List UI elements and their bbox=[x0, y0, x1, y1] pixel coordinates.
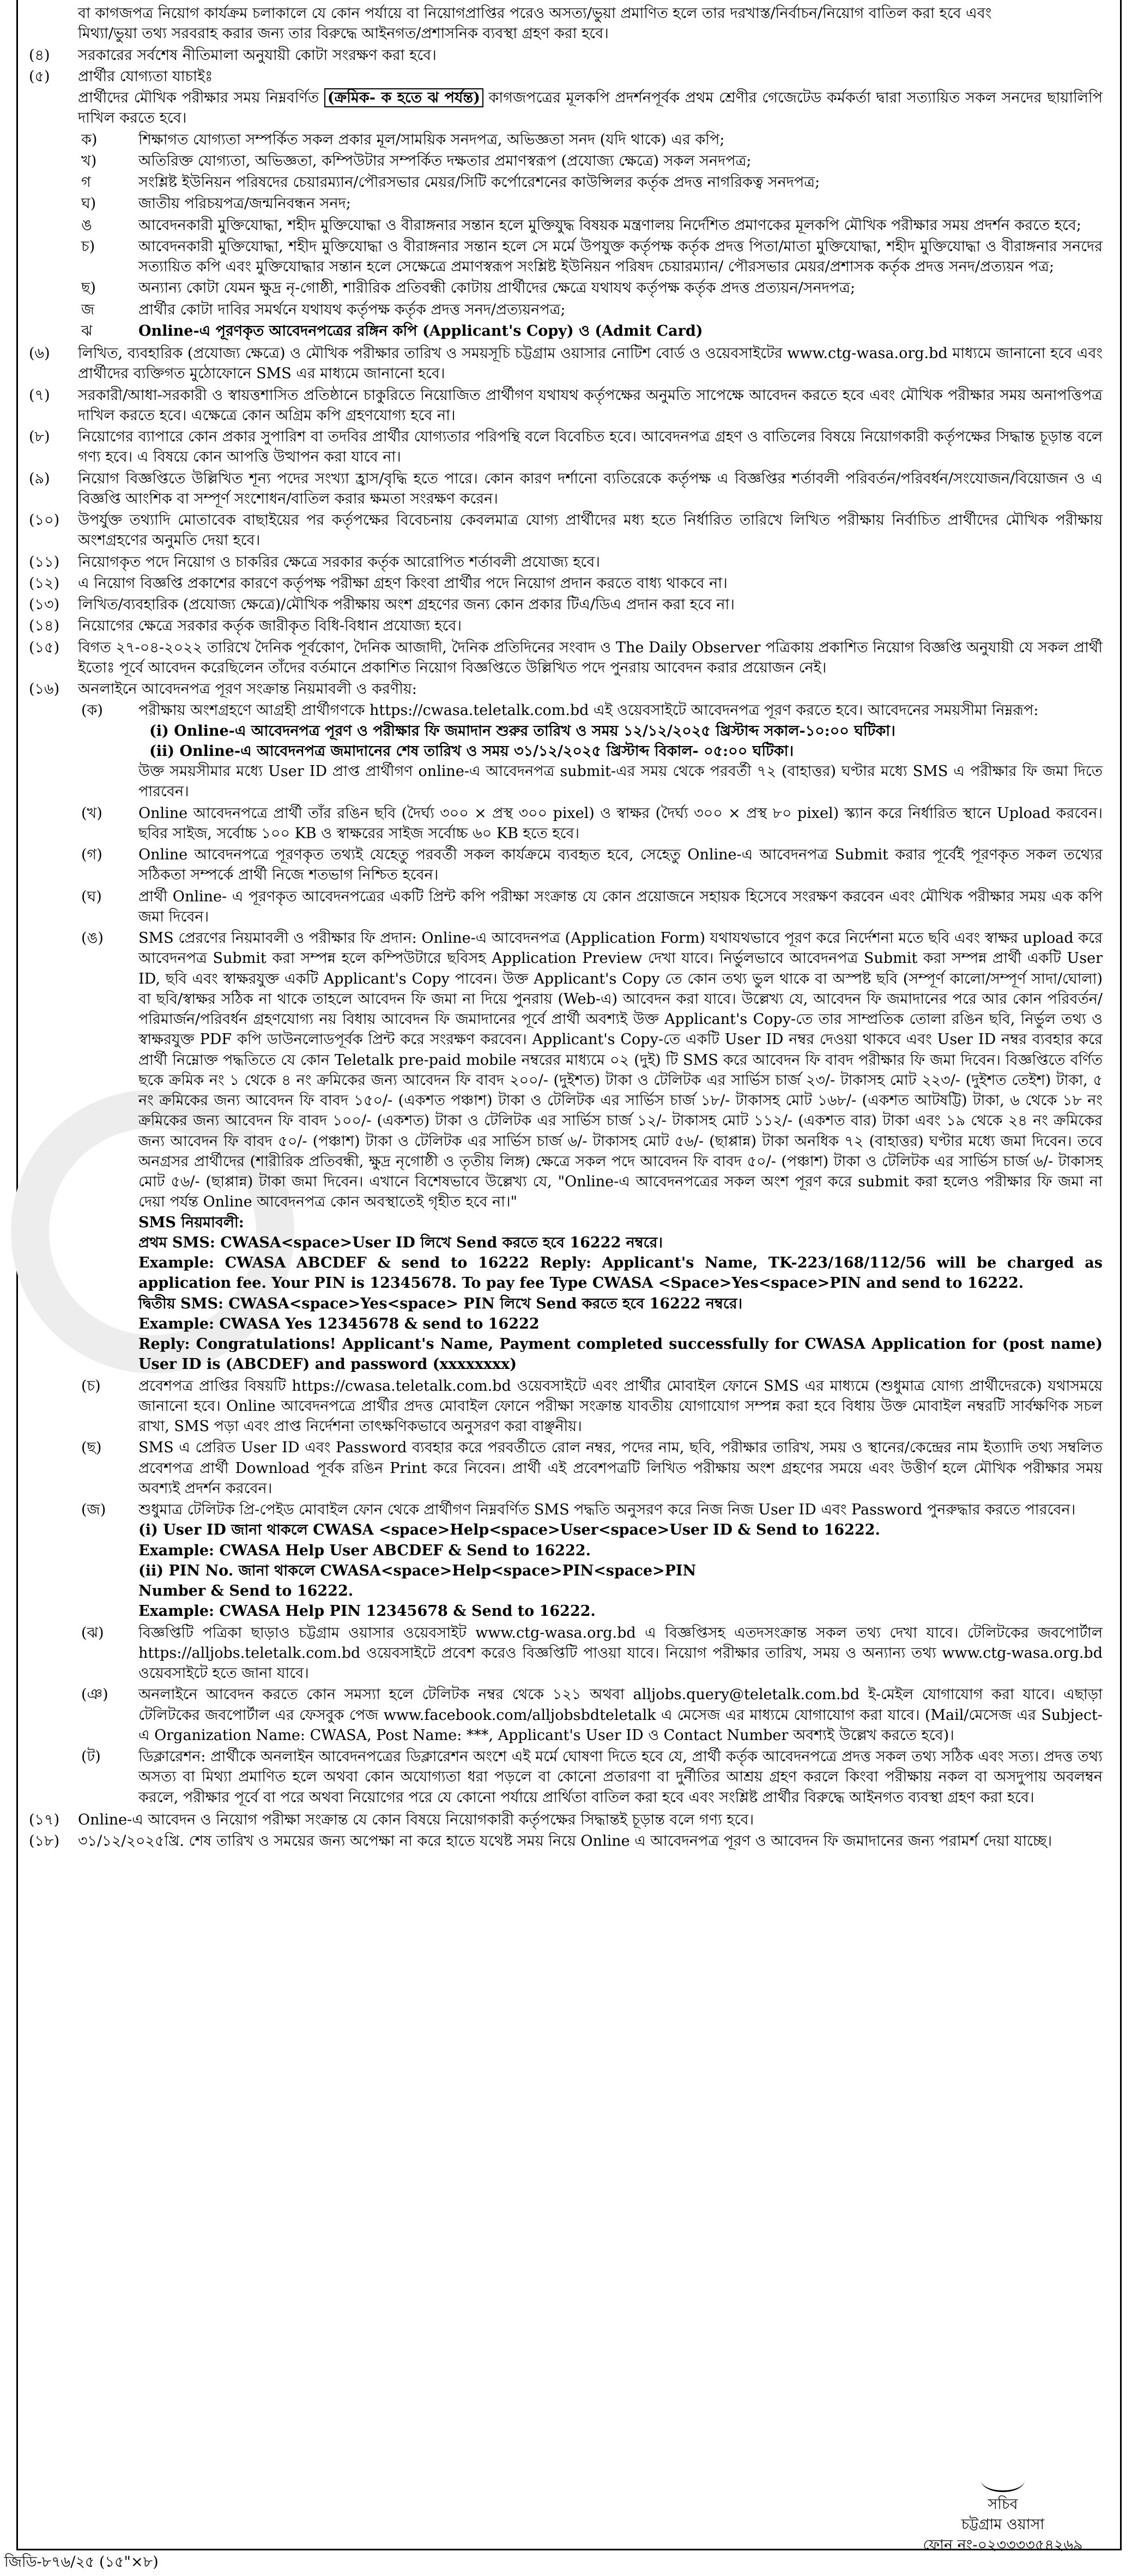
item5-intro-a: প্রার্থীদের মৌখিক পরীক্ষার সময় নিম্নবর্ণিত bbox=[78, 89, 319, 106]
item-number: (১৪) bbox=[29, 617, 60, 635]
item-text: বিগত ২৭-০৪-২০২২ তারিখে দৈনিক পূর্বকোণ, দৈনিক আজাদী, দৈনিক প্রতিদিনের সংবাদ ও The Daily Observer পত্রিকায় প্রকাশিত নিয়োগ বিজ্ঞপ্তি অনুযায়ী যে সকল প্রার্থী ইতোঃ পূর্বে আবেদন করেছিলেন তাঁদের বর্তমানে প্রকাশিত নিয়োগ বিজ্ঞপ্তিতে উল্লিখিত পদে পুনরায় আবেদন করার প্রয়োজন নেই। bbox=[78, 639, 1103, 676]
sub-label: (ক) bbox=[81, 702, 103, 719]
sub-item-ca bbox=[78, 1376, 1103, 1437]
sub-label: (ট) bbox=[81, 1748, 101, 1765]
sub-label: জ bbox=[81, 301, 95, 318]
sub-item-cha bbox=[78, 1438, 1103, 1499]
list-item bbox=[25, 385, 1109, 426]
continuation-line-1: বা কাগজপত্র নিয়োগ কার্যক্রম চলাকালে যে কোন পর্যায়ে বা নিয়োগপ্রাপ্তির পরেও অসত্য/ভুয়া প্রমাণিত হলে তার দরখাস্ত/নির্বাচন/নিয়োগ বাতিল করা হবে এবং bbox=[78, 5, 992, 22]
item-text: নিয়োগ বিজ্ঞপ্তিতে উল্লিখিত শূন্য পদের সংখ্যা হ্রাস/বৃদ্ধি হতে পারে। কোন কারণ দর্শানো ব্যতিরেকে কর্তৃপক্ষ এ বিজ্ঞপ্তির শর্তাবলী পরিবর্তন/পরিবর্ধন/সংযোজন/বিয়োজন ও এ বিজ্ঞপ্তি আংশিক বা সম্পূর্ণ সংশোধন/বাতিল করার ক্ষমতা সংরক্ষণ করেন। bbox=[78, 470, 1103, 507]
signature-icon bbox=[981, 2469, 1025, 2492]
notice-content bbox=[25, 3, 1109, 1852]
list-item bbox=[25, 616, 1109, 636]
recover-userid: (i) User ID জানা থাকলে CWASA <space>Help<space>User<space>User ID & Send to 16222. bbox=[138, 1522, 880, 1539]
item-text: সরকারের সর্বশেষ নীতিমালা অনুযায়ী কোটা সংরক্ষণ করা হবে। bbox=[78, 46, 437, 64]
sub-item bbox=[78, 130, 1103, 150]
sub-label: ছ) bbox=[81, 280, 96, 297]
sub-item-kha bbox=[78, 803, 1103, 844]
sub-text: SMS এ প্রেরিত User ID এবং Password ব্যবহার করে পরবর্তীতে রোল নম্বর, পদের নাম, ছবি, পরীক্ষার তারিখ, সময় ও স্থানের/কেন্দ্রের নাম ইত্যাদি তথ্য সম্বলিত প্রবেশপত্র প্রার্থী Download পূর্বক রঙিন Print করে নিবেন। প্রার্থী এই প্রবেশপত্রটি লিখিত পরীক্ষায় অংশ গ্রহণের সময়ে এবং উত্তীর্ণ হলে মৌখিক পরীক্ষার সময় অবশ্যই প্রদর্শন করবেন। bbox=[138, 1439, 1103, 1497]
sub-item bbox=[78, 151, 1103, 171]
item-number: (১২) bbox=[29, 574, 60, 592]
sub-text: শিক্ষাগত যোগ্যতা সম্পর্কিত সকল প্রকার মূল/সাময়িক সনদপত্র, অভিজ্ঞতা সনদ (যদি থাকে) এর কপি; bbox=[138, 131, 725, 148]
sub-label: ঘ) bbox=[81, 195, 96, 213]
sub-item bbox=[78, 215, 1103, 235]
sub-item-gha bbox=[78, 887, 1103, 928]
item-number: (৮) bbox=[29, 428, 50, 445]
list-item bbox=[25, 1831, 1109, 1851]
sub-item bbox=[78, 300, 1103, 320]
item5-intro-boxed: (ক্রমিক- ক হতে ঝ পর্যন্ত) bbox=[324, 88, 483, 107]
sub-text: ডিক্লারেশন: প্রার্থীকে অনলাইন আবেদনপত্রের ডিক্লারেশন অংশে এই মর্মে ঘোষণা দিতে হবে যে, প্রার্থী কর্তৃক আবেদনপত্রে প্রদত্ত সকল তথ্য সঠিক এবং সত্য। প্রদত্ত তথ্য অসত্য বা মিথ্যা প্রমাণিত হলে অথবা কোন অযোগ্যতা ধরা পড়লে বা কোনো প্রতারণা বা দুর্নীতির আশ্রয় গ্রহণ করলে কিংবা পরীক্ষায় নকল বা অসদুপায় অবলম্বন করলে, পরীক্ষার পূর্বে বা পরে অথবা নিয়োগের পরে যে কোনো পর্যায়ে প্রার্থিতা বাতিল করা হবে এবং সংশ্লিষ্ট প্রার্থীর বিরুদ্ধে আইনগত ব্যবস্থা গ্রহণ করা হবে। bbox=[138, 1748, 1103, 1806]
item5-intro-b: কাগজপত্রের মূলকপি প্রদর্শনপূর্বক প্রথম শ্রেণীর গেজেটেড কর্মকর্তা দ্বারা সত্যায়িত সকল সনদের ছায়ালিপি দাখিল করতে হবে। bbox=[78, 89, 1103, 127]
item-text: Online-এ আবেদন ও নিয়োগ পরীক্ষা সংক্রান্ত যে কোন বিষয়ে নিয়োগকারী কর্তৃপক্ষের সিদ্ধান্তই চূড়ান্ত বলে গণ্য হবে। bbox=[78, 1811, 754, 1828]
sms-second: দ্বিতীয় SMS: CWASA<space>Yes<space> PIN লিখে Send করতে হবে 16222 নম্বরে। bbox=[138, 1295, 743, 1312]
item-text: নিয়োগকৃত পদে নিয়োগ ও চাকরির ক্ষেত্রে সরকার কর্তৃক আরোপিত শর্তাবলী প্রযোজ্য হবে। bbox=[78, 553, 600, 571]
sms-title: SMS নিয়মাবলী: bbox=[138, 1214, 244, 1231]
list-item bbox=[25, 510, 1109, 551]
signatory-title: সচিব bbox=[988, 2496, 1018, 2513]
sub-text-tail: উক্ত সময়সীমার মধ্যে User ID প্রাপ্ত প্রার্থীগণ online-এ আবেদনপত্র submit-এর সময় থেকে পরবর্তী ৭২ (বাহাত্তর) ঘণ্টার মধ্যে SMS এ পরীক্ষার ফি জমা দিতে পারবেন। bbox=[138, 763, 1103, 801]
item-text: নিয়োগের ক্ষেত্রে সরকার কর্তৃক জারীকৃত বিধি-বিধান প্রযোজ্য হবে। bbox=[78, 617, 462, 635]
sub-item-ka bbox=[78, 700, 1103, 802]
sub-text: পরীক্ষায় অংশগ্রহণে আগ্রহী প্রার্থীগণকে https://cwasa.teletalk.com.bd এই ওয়েবসাইটে আবেদনপত্র পূরণ করতে হবে। আবেদনের সময়সীমা নিম্নরূপ: bbox=[138, 702, 1039, 719]
sub-label: (গ) bbox=[81, 846, 102, 863]
item5-sublist bbox=[25, 130, 1109, 343]
list-item bbox=[25, 552, 1109, 572]
recover-pin-example: Example: CWASA Help PIN 12345678 & Send to 16222. bbox=[138, 1603, 596, 1620]
sub-item-ja bbox=[78, 1500, 1103, 1622]
sub-item bbox=[78, 321, 1103, 341]
sub-item-ta bbox=[78, 1747, 1103, 1808]
recover-userid-example: Example: CWASA Help User ABCDEF & Send to 16222. bbox=[138, 1542, 591, 1559]
sms-instructions bbox=[138, 1213, 1103, 1375]
sub-label: ঙ bbox=[81, 216, 92, 234]
list-item bbox=[25, 45, 1109, 65]
item-number: (৬) bbox=[29, 345, 50, 362]
list-item bbox=[25, 66, 1109, 87]
sub-text: প্রার্থীর কোটা দাবির সমর্থনে যথাযথ কর্তৃপক্ষ কর্তৃক প্রদত্ত সনদ/প্রত্যয়নপত্র; bbox=[138, 301, 566, 318]
item-text: অনলাইনে আবেদনপত্র পূরণ সংক্রান্ত নিয়মাবলী ও করণীয়: bbox=[78, 681, 417, 698]
continuation-paragraph bbox=[25, 3, 1109, 44]
item-text: নিয়োগের ব্যাপারে কোন প্রকার সুপারিশ বা তদবির প্রার্থীর যোগ্যতার পরিপন্থি বলে বিবেচিত হবে। আবেদনপত্র গ্রহণ ও বাতিলের বিষয়ে নিয়োগকারী কর্তৃপক্ষের সিদ্ধান্ত চূড়ান্ত বলে গণ্য হবে। এ বিষয়ে কোন আপত্তি উত্থাপন করা যাবে না। bbox=[78, 428, 1103, 466]
item-text: এ নিয়োগ বিজ্ঞপ্তি প্রকাশের কারণে কর্তৃপক্ষ পরীক্ষা গ্রহণ কিংবা প্রার্থীর পদে নিয়োগ প্রদান করতে বাধ্য থাকবে না। bbox=[78, 574, 728, 592]
sub-item-ga bbox=[78, 845, 1103, 886]
list-item bbox=[25, 427, 1109, 468]
item5-intro bbox=[25, 88, 1109, 129]
list-item bbox=[25, 469, 1109, 510]
sub-text: আবেদনকারী মুক্তিযোদ্ধা, শহীদ মুক্তিযোদ্ধা ও বীরাঙ্গনার সন্তান হলে মুক্তিযুদ্ধ বিষয়ক মন্ত্রণালয় নির্দেশিত প্রমাণকের মূলকপি মৌখিক পরীক্ষার সময় প্রদর্শন করতে হবে; bbox=[138, 216, 1081, 234]
list-item bbox=[25, 573, 1109, 593]
sub-item bbox=[78, 172, 1103, 192]
sms-example-1: Example: CWASA ABCDEF & send to 16222 Reply: Applicant's Name, TK-223/168/112/56 will be charged as application fee. Your PIN is 12345678. To pay fee Type CWASA <Space>Yes<space>PIN and send to 16222. bbox=[138, 1254, 1103, 1292]
sub-text: জাতীয় পরিচয়পত্র/জন্মনিবন্ধন সনদ; bbox=[138, 195, 351, 213]
item-text: ৩১/১২/২০২৫খ্রি. শেষ তারিখ ও সময়ের জন্য অপেক্ষা না করে হাতে যথেষ্ট সময় নিয়ে Online এ আবেদনপত্র পূরণ ও আবেদন ফি জমাদানের জন্য পরামর্শ দেয়া যাচ্ছে। bbox=[78, 1833, 1052, 1850]
sub-text: SMS প্রেরণের নিয়মাবলী ও পরীক্ষার ফি প্রদান: Online-এ আবেদনপত্র (Application Form) যথাযথভাবে পূরণ করে নির্দেশনা মতে ছবি এবং স্বাক্ষর upload করে আবেদনপত্র Submit করা সম্পন্ন হলে কম্পিউটারে ছবিসহ Application Preview দেখা যাবে। নির্ভুলভাবে আবেদনপত্র Submit করা সম্পন্ন প্রার্থী একটি User ID, ছবি এবং স্বাক্ষরযুক্ত একটি Applicant's Copy পাবেন। উক্ত Applicant's Copy তে কোন তথ্য ভুল থাকে বা অস্পষ্ট ছবি (সম্পূর্ণ কালো/সম্পূর্ণ সাদা/ঘোলা) বা ছবি/স্বাক্ষর সঠিক না থাকে তাহলে আবেদন ফি জমা না দিয়ে পুনরায় (Web-এ) আবেদন করা যাবে। উল্লেখ্য যে, আবেদন ফি জমাদানের পরে আর কোন পরিবর্তন/পরিমার্জন/পরিবর্ধন গ্রহণযোগ্য নয় বিধায় আবেদন ফি জমাদানের পূর্বে প্রার্থী অবশ্যই উক্ত Applicant's Copy-তে তার সাম্প্রতিক তোলা রঙিন ছবি, নির্ভুল তথ্য ও স্বাক্ষরযুক্ত PDF কপি ডাউনলোডপূর্বক প্রিন্ট করে সংরক্ষণ করবেন। Applicant's Copy-তে একটি User ID নম্বর দেওয়া থাকবে এবং User ID নম্বর ব্যবহার করে প্রার্থী নিম্নোক্ত পদ্ধতিতে যে কোন Teletalk pre-paid mobile নম্বরের মাধ্যমে ০২ (দুই) টি SMS করে আবেদন ফি বাবদ পরীক্ষার ফি জমা দিবেন। বিজ্ঞপ্তিতে বর্ণিত ছকে ক্রমিক নং ১ থেকে ৪ নং ক্রমিকের জন্য আবেদন ফি বাবদ ২০০/- (দুইশত) টাকা ও টেলিটক এর সার্ভিস চার্জ ২৩/- টাকাসহ মোট ২২৩/- (দুইশত তেইশ) টাকা, ৫ নং ক্রমিকের জন্য আবেদন ফি বাবদ ১৫০/- (একশত পঞ্চাশ) টাকা ও টেলিটক এর সার্ভিস চার্জ ১৮/- টাকাসহ মোট ১৬৮/- (একশত আটষট্টি) টাকা, ৬ থেকে ১৮ নং ক্রমিকের জন্য আবেদন ফি বাবদ ১০০/- (একশত) টাকা ও টেলিটক এর সার্ভিস চার্জ ১২/- টাকাসহ মোট ১১২/- (একশত বার) টাকা এবং ১৯ থেকে ২৪ নং ক্রমিকের জন্য আবেদন ফি বাবদ ৫০/- (পঞ্চাশ) টাকা ও টেলিটক এর সার্ভিস চার্জ ৬/- টাকাসহ মোট ৫৬/- (ছাপ্পান্ন) টাকা অনধিক ৭২ (বাহাত্তর) ঘণ্টার মধ্যে জমা দিবেন। তবে অনগ্রসর প্রার্থীদের (শারীরিক প্রতিবন্ধী, ক্ষুদ্র নৃগোষ্ঠী ও তৃতীয় লিঙ্গ) ক্ষেত্রে সকল পদে আবেদন ফি বাবদ ৫০/- (পঞ্চাশ) টাকা ও টেলিটক এর সার্ভিস চার্জ ৬/- টাকাসহ মোট ৫৬/- (ছাপ্পান্ন) টাকা জমা দিবেন। এখানে বিশেষভাবে উল্লেখ্য যে, "Online-এ আবেদনপত্রের সকল অংশ পূরণ করে submit করা হলেও পরীক্ষার ফি জমা না দেয়া পর্যন্ত Online আবেদনপত্র কোন অবস্থাতেই গৃহীত হবে না।" bbox=[138, 930, 1103, 1211]
sub-label: (ঝ) bbox=[81, 1624, 104, 1641]
sub-label: (ঘ) bbox=[81, 888, 102, 905]
sub-item bbox=[78, 193, 1103, 214]
list-item bbox=[25, 679, 1109, 699]
item-number: (১৬) bbox=[29, 681, 60, 698]
sub-label: (খ) bbox=[81, 804, 102, 822]
sub-text: অতিরিক্ত যোগ্যতা, অভিজ্ঞতা, কম্পিউটার সম্পর্কিত দক্ষতার প্রমাণস্বরূপ (প্রযোজ্য ক্ষেত্রে) সকল সনদপত্র; bbox=[138, 152, 752, 169]
sub-label: খ) bbox=[81, 152, 97, 169]
application-end-time: (ii) Online-এ আবেদনপত্র জমাদানের শেষ তারিখ ও সময় ৩১/১২/২০২৫ খ্রিস্টাব্দ বিকাল- ০৫:০০ ঘটিকা। bbox=[149, 742, 794, 760]
recover-pin-cont: Number & Send to 16222. bbox=[138, 1583, 354, 1599]
item-number: (৪) bbox=[29, 46, 50, 64]
sub-text: অন্যান্য কোটা যেমন ক্ষুদ্র নৃ-গোষ্ঠী, শারীরিক প্রতিবন্ধী কোটায় প্রার্থীদের ক্ষেত্রে যথাযথ কর্তৃপক্ষ কর্তৃক প্রদত্ত প্রত্যয়ন/সনদপত্র; bbox=[138, 280, 856, 297]
signatory-phone: ফোন নং-০২৩৩৩৩৫৪২৬৯ bbox=[923, 2536, 1083, 2554]
sub-label: গ bbox=[81, 174, 91, 191]
item-number: (১৭) bbox=[29, 1811, 60, 1828]
item-text: উপর্যুক্ত তথ্যাদি মোতাবেক বাছাইয়ের পর কর্তৃপক্ষের বিবেচনায় কেবলমাত্র যোগ্য প্রার্থীদের মধ্য হতে নির্ধারিত তারিখে লিখিত পরীক্ষায় নির্বাচিত প্রার্থীদের মৌখিক পরীক্ষায় অংশগ্রহণের অনুমতি দেয়া হবে। bbox=[78, 512, 1103, 549]
sub-item-uo bbox=[78, 928, 1103, 1375]
sub-label: (চ) bbox=[81, 1377, 101, 1395]
signatory-org: চট্টগ্রাম ওয়াসা bbox=[961, 2516, 1045, 2533]
item-text: প্রার্থীর যোগ্যতা যাচাইঃ bbox=[78, 68, 213, 85]
sms-first: প্রথম SMS: CWASA<space>User ID লিখে Send করতে হবে 16222 নম্বরে। bbox=[138, 1234, 663, 1251]
sub-label: (ঞ) bbox=[81, 1686, 108, 1704]
sub-item bbox=[78, 237, 1103, 277]
sub-text: Online-এ পূরণকৃত আবেদনপত্রের রঙ্গিন কপি (Applicant's Copy) ও (Admit Card) bbox=[138, 322, 703, 340]
list-item bbox=[25, 595, 1109, 615]
item-text: লিখিত/ব্যবহারিক (প্রযোজ্য ক্ষেত্রে)/মৌখিক পরীক্ষায় অংশ গ্রহণের জন্য কোন প্রকার টিএ/ডিএ প্রদান করা হবে না। bbox=[78, 596, 735, 613]
item-number: (১৩) bbox=[29, 596, 60, 613]
sub-label: চ) bbox=[81, 238, 95, 255]
sub-item-nya bbox=[78, 1684, 1103, 1745]
signature-block bbox=[899, 2469, 1106, 2555]
sub-label: (ছ) bbox=[81, 1439, 102, 1457]
item-number: (১১) bbox=[29, 553, 60, 571]
sub-text: আবেদনকারী মুক্তিযোদ্ধা, শহীদ মুক্তিযোদ্ধা ও বীরাঙ্গনার সন্তান হলে সে মর্মে উপযুক্ত কর্তৃপক্ষ কর্তৃক প্রদত্ত পিতা/মাতা মুক্তিযোদ্ধা, শহীদ মুক্তিযোদ্ধা ও বীরাঙ্গনার সনদের সত্যায়িত কপি এবং মুক্তিযোদ্ধার সন্তান হলে সেক্ষেত্রে প্রমাণস্বরূপ সংশ্লিষ্ট ইউনিয়ন পরিষদ চেয়ারম্যান/ পৌরসভার মেয়র/প্রশাসক কর্তৃক প্রদত্ত সনদ/প্রত্যয়ন পত্র; bbox=[138, 238, 1103, 275]
sub-item bbox=[78, 278, 1103, 298]
sub-text: বিজ্ঞপ্তিটি পত্রিকা ছাড়াও চট্টগ্রাম ওয়াসার ওয়েবসাইট www.ctg-wasa.org.bd এ বিজ্ঞপ্তিসহ এতদসংক্রান্ত সকল তথ্য দেখা যাবে। টেলিটকের জবপোর্টাল https://alljobs.teletalk.com.bd ওয়েবসাইটে প্রবেশ করেও বিজ্ঞপ্তিটি পাওয়া যাবে। নিয়োগ পরীক্ষার তারিখ, সময় ও অন্যান্য তথ্য www.ctg-wasa.org.bd ওয়েবসাইটে হতে জানা যাবে। bbox=[138, 1624, 1103, 1682]
sms-example-2: Example: CWASA Yes 12345678 & send to 16222 bbox=[138, 1315, 540, 1332]
item-number: (১০) bbox=[29, 512, 60, 529]
sub-text: প্রবেশপত্র প্রাপ্তির বিষয়টি https://cwasa.teletalk.com.bd ওয়েবসাইটে এবং প্রার্থীর মোবাইল ফোনে SMS এর মাধ্যমে (শুধুমাত্র যোগ্য প্রার্থীদেরকে) যথাসময়ে জানানো হবে। Online আবেদনপত্রে প্রার্থীর প্রদত্ত মোবাইল ফোনে পরীক্ষা সংক্রান্ত যাবতীয় যোগাযোগ সম্পন্ন করা হবে বিধায় উক্ত মোবাইল নম্বরটি সার্বক্ষণিক সচল রাখা, SMS পড়া এবং প্রাপ্ত নির্দেশনা তাৎক্ষণিকভাবে অনুসরণ করা বাঞ্ছনীয়। bbox=[138, 1377, 1103, 1435]
item-number: (১৫) bbox=[29, 639, 60, 656]
item-text: সরকারী/আধা-সরকারী ও স্বায়ত্তশাসিত প্রতিষ্ঠানে চাকুরিতে নিয়োজিত প্রার্থীগণ যথাযথ কর্তৃপক্ষের অনুমতি সাপেক্ষে আবেদন করতে হবে এবং মৌখিক পরীক্ষার সময় অনাপত্তিপত্র দাখিল করতে হবে। এক্ষেত্রে কোন অগ্রিম কপি গ্রহণযোগ্য হবে না। bbox=[78, 386, 1103, 424]
sub-text: সংশ্লিষ্ট ইউনিয়ন পরিষদের চেয়ারম্যান/পৌরসভার মেয়র/সিটি কর্পোরেশনের কাউন্সিলর কর্তৃক প্রদত্ত নাগরিকত্ব সনদপত্র; bbox=[138, 174, 820, 191]
item-number: (৯) bbox=[29, 470, 50, 487]
sub-label: (ঙ) bbox=[81, 930, 104, 947]
gd-code: জিডি-৮৭৬/২৫ (১৫"×৮) bbox=[4, 2554, 159, 2571]
sub-label: ঝ bbox=[81, 322, 93, 340]
sub-text: শুধুমাত্র টেলিটক প্রি-পেইড মোবাইল ফোন থেকে প্রার্থীগণ নিম্নবর্ণিত SMS পদ্ধতি অনুসরণ করে নিজ নিজ User ID এবং Password পুনরুদ্ধার করতে পারবেন। bbox=[138, 1501, 1076, 1518]
item-number: (৫) bbox=[29, 68, 50, 85]
sub-text: প্রার্থী Online- এ পূরণকৃত আবেদনপত্রের একটি প্রিন্ট কপি পরীক্ষা সংক্রান্ত যে কোন প্রয়োজনে সহায়ক হিসেবে সংরক্ষণ করবেন এবং মৌখিক পরীক্ষার সময় এক কপি জমা দিবেন। bbox=[138, 888, 1103, 925]
sub-text: অনলাইনে আবেদন করতে কোন সমস্যা হলে টেলিটক নম্বর থেকে ১২১ অথবা alljobs.query@teletalk.com.bd ই-মেইল যোগাযোগ করা যাবে। এছাড়া টেলিটকের জবপোর্টাল এর ফেসবুক পেজ www.facebook.com/alljobsbdteletalk এ মেসেজ এর মাধ্যমে যোগাযোগ করা যাবে। (Mail/মেসেজ এর Subject-এ Organization Name: CWASA, Post Name: ***, Applicant's User ID ও Contact Number অবশ্যই উল্লেখ করতে হবে)। bbox=[138, 1686, 1103, 1744]
list-item bbox=[25, 638, 1109, 678]
sms-reply: Reply: Congratulations! Applicant's Name, Payment completed successfully for CWASA Application for (post name) User ID is (ABCDEF) and password (xxxxxxxx) bbox=[138, 1336, 1103, 1373]
item-number: (১৮) bbox=[29, 1833, 60, 1850]
item-number: (৭) bbox=[29, 386, 50, 404]
sub-text: Online আবেদনপত্রে পূরণকৃত তথ্যই যেহেতু পরবর্তী সকল কার্যক্রমে ব্যবহৃত হবে, সেহেতু Online-এ আবেদনপত্র Submit করার পূর্বেই পূরণকৃত সকল তথ্যের সঠিকতা সম্পর্কে প্রার্থী নিজে শতভাগ নিশ্চিত হবেন। bbox=[138, 846, 1103, 884]
recover-pin: (ii) PIN No. জানা থাকলে CWASA<space>Help<space>PIN<space>PIN bbox=[138, 1562, 697, 1579]
list-item bbox=[25, 1810, 1109, 1830]
sub-text: Online আবেদনপত্রে প্রার্থী তাঁর রঙিন ছবি (দৈর্ঘ্য ৩০০ × প্রস্থ ৩০০ pixel) ও স্বাক্ষর (দৈর্ঘ্য ৩০০ × প্রস্থ ৮০ pixel) স্ক্যান করে নির্ধারিত স্থানে Upload করবেন। ছবির সাইজ, সর্বোচ্চ ১০০ KB ও স্বাক্ষরের সাইজ সর্বোচ্চ ৬০ KB হতে হবে। bbox=[138, 804, 1103, 842]
sub-label: (জ) bbox=[81, 1501, 106, 1518]
continuation-line-2: মিথ্যা/ভুয়া তথ্য সরবরাহ করার জন্য তার বিরুদ্ধে আইনগত/প্রশাসনিক ব্যবস্থা গ্রহণ করা হবে। bbox=[78, 25, 609, 43]
sub-label: ক) bbox=[81, 131, 98, 148]
sub-item-jha bbox=[78, 1623, 1103, 1684]
application-start-time: (i) Online-এ আবেদনপত্র পূরণ ও পরীক্ষার ফি জমাদান শুরুর তারিখ ও সময় ১২/১২/২০২৫ খ্রিস্টাব্দ সকাল-১০:০০ ঘটিকা। bbox=[149, 722, 895, 740]
list-item bbox=[25, 343, 1109, 384]
item-text: লিখিত, ব্যবহারিক (প্রযোজ্য ক্ষেত্রে) ও মৌখিক পরীক্ষার তারিখ ও সময়সূচি চট্টগ্রাম ওয়াসার নোটিশ বোর্ড ও ওয়েবসাইটের www.ctg-wasa.org.bd মাধ্যমে জানানো হবে এবং প্রার্থীদের ব্যক্তিগত মুঠোফোনে SMS এর মাধ্যমে জানানো হবে। bbox=[78, 345, 1103, 383]
item16-sublist bbox=[25, 700, 1109, 1809]
